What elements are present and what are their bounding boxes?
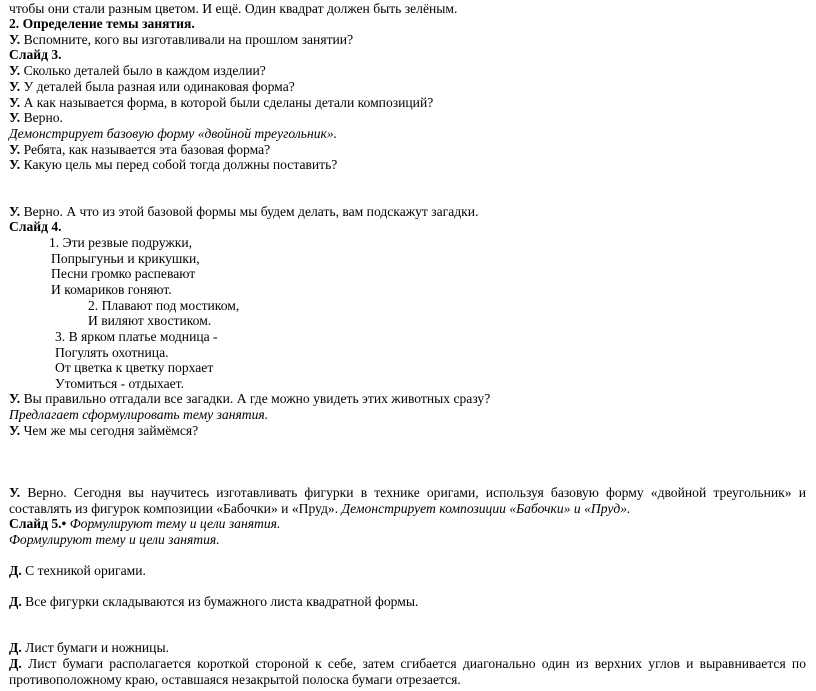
teacher-line xyxy=(9,32,353,48)
riddle-text: Песни громко распевают xyxy=(51,266,196,281)
slide-label xyxy=(9,47,62,63)
riddle-line xyxy=(55,376,184,392)
riddle-line xyxy=(88,313,211,329)
riddle-line xyxy=(55,329,218,345)
line-text: А как называется форма, в которой были сделаны детали композиций? xyxy=(20,95,434,110)
riddle-line xyxy=(51,266,195,282)
speaker-label: Д. xyxy=(9,594,22,609)
line-text: Ребята, как называется эта базовая форма? xyxy=(20,142,271,157)
riddle-line xyxy=(49,235,192,251)
line-text: Лист бумаги и ножницы. xyxy=(21,640,169,655)
speaker-label: Д. xyxy=(9,640,22,655)
line-text: У деталей была разная или одинаковая форма? xyxy=(20,79,295,94)
riddle-text: И комариков гоняют. xyxy=(51,282,172,297)
direction-text: Формулируют тему и цели занятия. xyxy=(66,516,281,531)
speaker-label: У. xyxy=(9,79,21,94)
riddle-text: И виляют хвостиком. xyxy=(88,313,212,328)
slide-text: Слайд 5.• xyxy=(9,516,67,531)
riddle-text: Утомиться - отдыхает. xyxy=(55,376,184,391)
riddle-text: От цветка к цветку порхает xyxy=(55,360,214,375)
teacher-paragraph-line xyxy=(9,501,630,517)
speaker-label: У. xyxy=(9,423,21,438)
speaker-label: Д. xyxy=(9,656,22,671)
heading-text: 2. Определение темы занятия. xyxy=(9,16,195,31)
stage-direction xyxy=(9,126,337,142)
speaker-label: У. xyxy=(9,110,21,125)
line-text: Все фигурки складываются из бумажного листа квадратной формы. xyxy=(21,594,419,609)
slide-text: Слайд 3. xyxy=(9,47,62,62)
line-text: Вы правильно отгадали все загадки. А где можно увидеть этих животных сразу? xyxy=(20,391,491,406)
line-text: Верно. Сегодня вы научитесь изготавливать фигурки в технике оригами, используя базовую форму «двойной треугольник» и xyxy=(20,485,806,500)
line-text: С техникой оригами. xyxy=(21,563,146,578)
stage-direction xyxy=(9,532,220,548)
direction-text: Демонстрирует базовую форму «двойной треугольник». xyxy=(9,126,338,141)
stage-direction xyxy=(9,407,268,423)
line-text: Лист бумаги располагается короткой стороной к себе, затем сгибается диагонально один из верхних углов и выравнивается по xyxy=(21,656,806,671)
teacher-line xyxy=(9,95,433,111)
speaker-label: У. xyxy=(9,63,21,78)
riddle-text: 3. В ярком платье модница - xyxy=(55,329,218,344)
riddle-text: 2. Плавают под мостиком, xyxy=(88,298,240,313)
riddle-line xyxy=(55,345,169,361)
line-text: составлять из фигурок композиции «Бабочки» и «Пруд». xyxy=(9,501,339,516)
text-line xyxy=(9,1,457,17)
speaker-label: У. xyxy=(9,32,21,47)
direction-text: Предлагает сформулировать тему занятия. xyxy=(9,407,269,422)
line-text: Сколько деталей было в каждом изделии? xyxy=(20,63,266,78)
child-paragraph-line xyxy=(9,672,461,688)
teacher-line xyxy=(9,157,337,173)
direction-text: Демонстрирует композиции «Бабочки» и «Пруд». xyxy=(338,501,631,516)
child-line xyxy=(9,594,418,610)
riddle-text: Погулять охотница. xyxy=(55,345,169,360)
line-text: Верно. А что из этой базовой формы мы будем делать, вам подскажут загадки. xyxy=(20,204,479,219)
speaker-label: У. xyxy=(9,485,21,500)
teacher-line xyxy=(9,391,490,407)
teacher-line xyxy=(9,110,63,126)
direction-text: Формулируют тему и цели занятия. xyxy=(9,532,220,547)
riddle-text: Попрыгуньи и крикушки, xyxy=(51,251,200,266)
line-text: Вспомните, кого вы изготавливали на прошлом занятии? xyxy=(20,32,354,47)
teacher-line xyxy=(9,204,478,220)
riddle-line xyxy=(51,282,172,298)
line-text: противоположному краю, оставшаяся незакрытой полоска бумаги отрезается. xyxy=(9,672,461,687)
slide-text: Слайд 4. xyxy=(9,219,62,234)
speaker-label: Д. xyxy=(9,563,22,578)
teacher-paragraph-line xyxy=(9,485,806,501)
line-text: чтобы они стали разным цветом. И ещё. Один квадрат должен быть зелёным. xyxy=(9,1,458,16)
riddle-line xyxy=(88,298,239,314)
speaker-label: У. xyxy=(9,142,21,157)
child-line xyxy=(9,640,169,656)
line-text: Какую цель мы перед собой тогда должны поставить? xyxy=(20,157,338,172)
riddle-line xyxy=(55,360,213,376)
teacher-line xyxy=(9,142,270,158)
speaker-label: У. xyxy=(9,157,21,172)
child-paragraph-line xyxy=(9,656,806,672)
riddle-text: 1. Эти резвые подружки, xyxy=(49,235,193,250)
teacher-line xyxy=(9,79,295,95)
child-line xyxy=(9,563,146,579)
speaker-label: У. xyxy=(9,95,21,110)
speaker-label: У. xyxy=(9,204,21,219)
teacher-line xyxy=(9,63,266,79)
slide-label xyxy=(9,516,280,532)
riddle-line xyxy=(51,251,200,267)
section-heading xyxy=(9,16,195,32)
line-text: Чем же мы сегодня займёмся? xyxy=(20,423,199,438)
teacher-line xyxy=(9,423,198,439)
line-text: Верно. xyxy=(20,110,63,125)
slide-label xyxy=(9,219,62,235)
speaker-label: У. xyxy=(9,391,21,406)
